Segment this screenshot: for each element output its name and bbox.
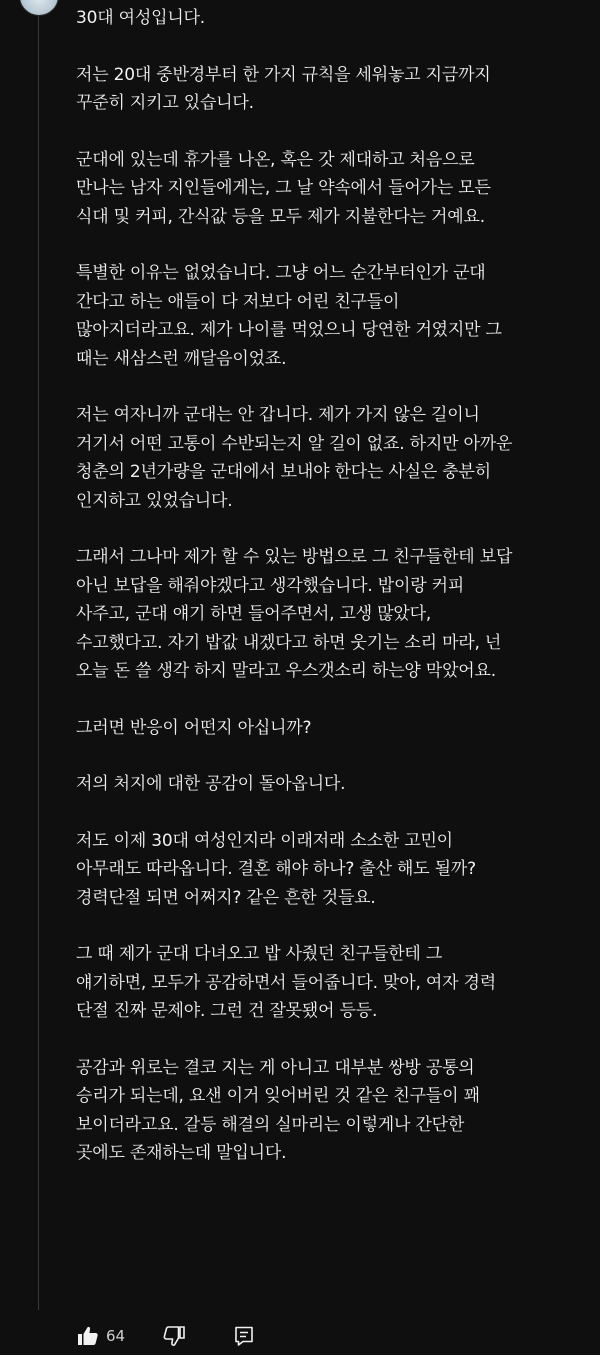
comment-paragraph: 특별한 이유는 없었습니다. 그냥 어느 순간부터인가 군대 간다고 하는 애들이 다 저보다 어린 친구들이 많아지더라고요. 제가 나이를 먹었으니 당연한 거였지만 그 때는 새삼스런 깨달음이었죠. (76, 263, 502, 369)
thumbs-up-icon[interactable] (76, 1324, 100, 1348)
comment-paragraph: 저도 이제 30대 여성인지라 이래저래 소소한 고민이 아무래도 따라옵니다. 결혼 해야 하나? 출산 해도 될까? 경력단절 되면 어쩌지? 같은 흔한 것들요. (76, 830, 476, 908)
thumbs-down-icon[interactable] (162, 1324, 186, 1348)
comment-paragraph: 그 때 제가 군대 다녀오고 밥 사줬던 친구들한테 그 얘기하면, 모두가 공감하면서 들어줍니다. 맞아, 여자 경력 단절 진짜 문제야. 그런 건 잘못됐어 등등. (76, 944, 496, 1021)
comment-body (76, 0, 586, 1168)
comment-reply-icon[interactable] (232, 1324, 256, 1348)
like-button[interactable] (76, 1324, 162, 1348)
avatar[interactable] (19, 0, 59, 16)
comment-paragraph: 그래서 그나마 제가 할 수 있는 방법으로 그 친구들한테 보답 아닌 보답을 해줘야겠다고 생각했습니다. 밥이랑 커피 사주고, 군대 얘기 하면 들어주면서, 고생 많았다, 수고했다고. 자기 밥값 내겠다고 하면 웃기는 소리 마라, 넌 오늘 돈 쓸 생각 하지 말라고 우스갯소리 하는양 막았어요. (76, 547, 513, 681)
like-count: 64 (106, 1327, 126, 1345)
comment-paragraph: 그러면 반응이 어떤지 아십니까? (76, 717, 312, 738)
reply-button[interactable] (232, 1324, 272, 1348)
comment-paragraph: 저는 20대 중반경부터 한 가지 규칙을 세워놓고 지금까지 꾸준히 지키고 있습니다. (76, 64, 491, 113)
dislike-button[interactable] (162, 1324, 232, 1348)
comment-actions (76, 1322, 272, 1350)
comment-paragraph: 공감과 위로는 결코 지는 게 아니고 대부분 쌍방 공통의 승리가 되는데, 요샌 이거 잊어버린 것 같은 친구들이 꽤 보이더라고요. 갈등 해결의 실마리는 이렇게나 간단한 곳에도 존재하는데 말입니다. (76, 1057, 480, 1163)
comment-paragraph: 저는 여자니까 군대는 안 갑니다. 제가 가지 않은 길이니 거기서 어떤 고통이 수반되는지 알 길이 없죠. 하지만 아까운 청춘의 2년가량을 군대에서 보내야 한다는 사실은 충분히 인지하고 있었습니다. (76, 405, 513, 511)
comment-paragraph: 저의 처지에 대한 공감이 돌아옵니다. (76, 774, 346, 794)
comment-paragraph: 군대에 있는데 휴가를 나온, 혹은 갓 제대하고 처음으로 만나는 남자 지인들에게는, 그 날 약속에서 들어가는 모든 식대 및 커피, 간식값 등을 모두 제가 지불한다는 거예요. (76, 149, 491, 227)
thread-line (38, 0, 39, 1310)
comment-paragraph: 30대 여성입니다. (76, 8, 205, 28)
